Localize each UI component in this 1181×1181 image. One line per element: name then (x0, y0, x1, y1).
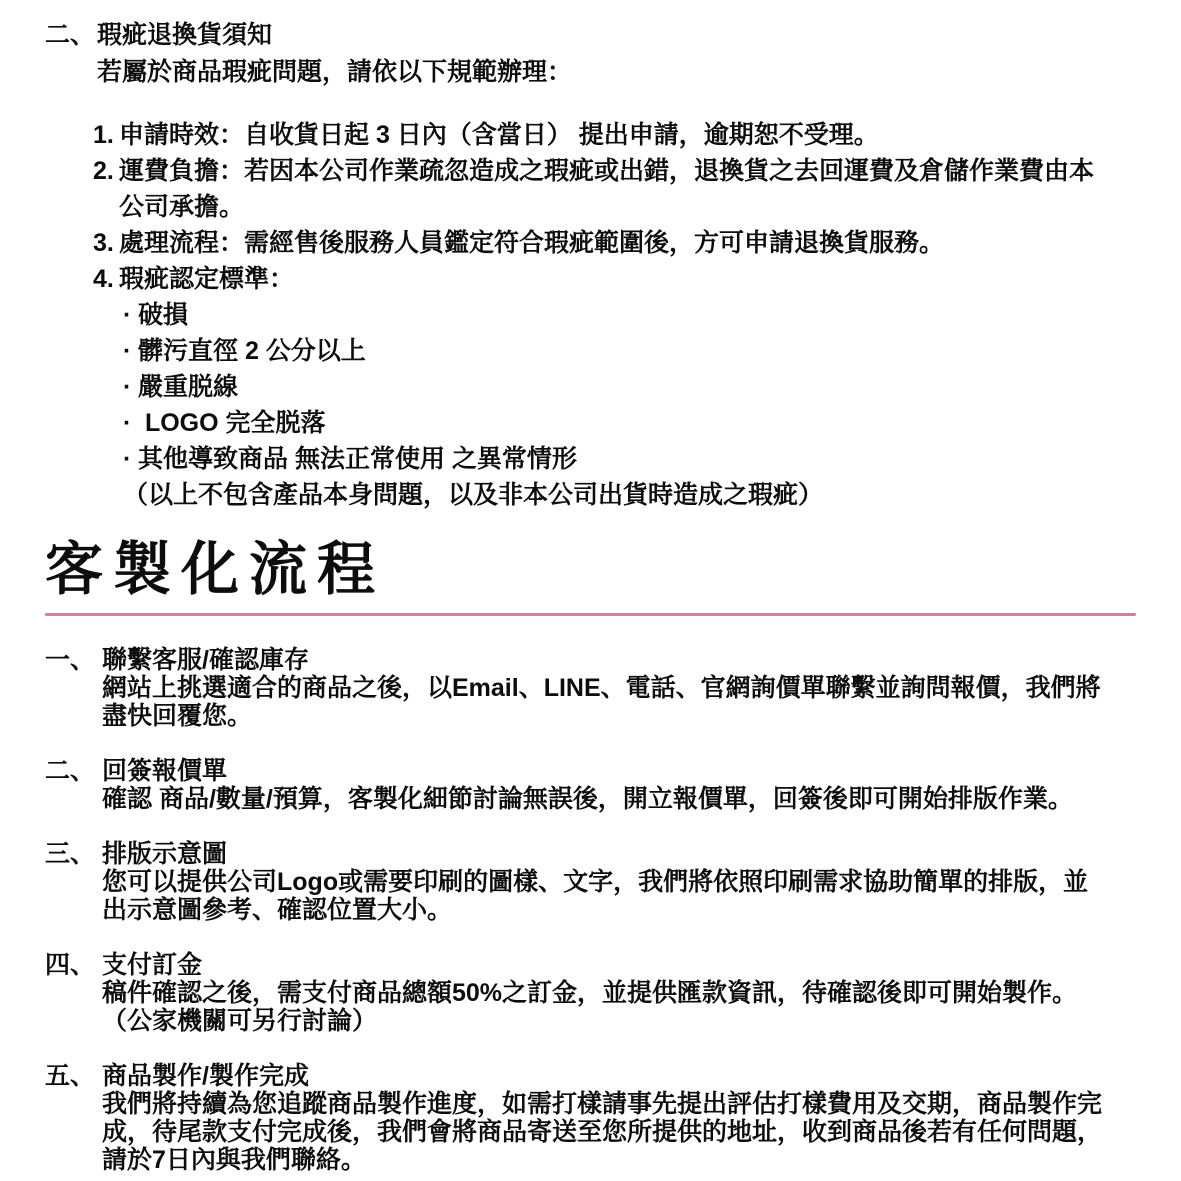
rule-number: 2. (93, 157, 114, 185)
defect-text: LOGO 完全脱落 (138, 409, 326, 437)
bullet-dot-icon: · (123, 337, 132, 365)
step-body-line: 請於7日內與我們聯絡。 (102, 1146, 366, 1174)
rule-number: 1. (93, 121, 114, 149)
step-3-layout (45, 840, 1136, 924)
step-1-contact (45, 646, 1136, 730)
defect-text: 其他導致商品 無法正常使用 之異常情形 (138, 445, 577, 473)
rule-item-1 (93, 117, 1136, 153)
step-number: 三、 (45, 840, 96, 868)
return-policy-section (45, 20, 1136, 513)
return-policy-section-number: 二、 (45, 21, 96, 49)
rule-item-4 (93, 261, 1136, 513)
rule-text: 運費負擔：若因本公司作業疏忽造成之瑕疵或出錯，退換貨之去回運費及倉儲作業費由本 (119, 157, 1095, 185)
return-policy-rules (93, 117, 1136, 513)
step-title: 排版示意圖 (102, 840, 228, 868)
rule-text: 處理流程：需經售後服務人員鑑定符合瑕疵範圍後，方可申請退換貨服務。 (119, 229, 945, 257)
return-policy-heading (45, 20, 1136, 50)
step-heading (45, 646, 1136, 674)
step-heading (45, 951, 1136, 979)
step-4-deposit (45, 951, 1136, 1035)
step-body-line: 出示意圖參考、確認位置大小。 (102, 896, 453, 924)
step-heading (45, 840, 1136, 868)
step-body-line: 盡快回覆您。 (102, 702, 253, 730)
defect-text: 嚴重脱線 (138, 373, 239, 401)
defect-criteria-list (119, 297, 1136, 477)
step-number: 二、 (45, 757, 96, 785)
step-title: 回簽報價單 (102, 757, 228, 785)
step-number: 五、 (45, 1062, 96, 1090)
return-policy-intro: 若屬於商品瑕疵問題，請依以下規範辦理： (97, 58, 573, 86)
step-heading (45, 757, 1136, 785)
rule-item-3 (93, 225, 1136, 261)
defect-item (119, 369, 1136, 405)
step-number: 四、 (45, 951, 96, 979)
step-title: 聯繫客服/確認庫存 (102, 646, 309, 674)
bullet-dot-icon: · (123, 373, 132, 401)
return-policy-title: 瑕疵退換貨須知 (97, 21, 273, 49)
customization-steps (45, 646, 1136, 1174)
step-body-line: 網站上挑選適合的商品之後，以Email、LINE、電話、官網詢價單聯繫並詢問報價，我們將 (102, 674, 1101, 702)
step-body-line: 我們將持續為您追蹤商品製作進度，如需打樣請事先提出評估打樣費用及交期，商品製作完 (102, 1090, 1103, 1118)
rule-number: 4. (93, 265, 114, 293)
defect-text: 髒污直徑 2 公分以上 (138, 337, 366, 365)
customization-section (45, 537, 1136, 1174)
defect-item (119, 405, 1136, 441)
step-body-line: 成，待尾款支付完成後，我們會將商品寄送至您所提供的地址，收到商品後若有任何問題， (102, 1118, 1103, 1146)
section-divider (45, 613, 1136, 616)
step-body-line: 確認 商品/數量/預算，客製化細節討論無誤後，開立報價單，回簽後即可開始排版作業。 (102, 785, 1073, 813)
step-title: 商品製作/製作完成 (102, 1062, 309, 1090)
bullet-dot-icon: · (123, 301, 132, 329)
rule-text: 瑕疵認定標準： (119, 265, 295, 293)
defect-item (119, 333, 1136, 369)
step-title: 支付訂金 (102, 951, 203, 979)
step-body-line: （公家機關可另行討論） (102, 1007, 378, 1035)
defect-text: 破損 (138, 301, 189, 329)
rule-number: 3. (93, 229, 114, 257)
customization-heading: 客製化流程 (45, 537, 386, 602)
bullet-dot-icon: · (123, 409, 132, 437)
defect-item (119, 297, 1136, 333)
step-heading (45, 1062, 1136, 1090)
rule-text: 申請時效：自收貨日起 3 日內（含當日） 提出申請，逾期恕不受理。 (119, 121, 879, 149)
step-body-line: 稿件確認之後，需支付商品總額50%之訂金，並提供匯款資訊，待確認後即可開始製作。 (102, 979, 1078, 1007)
return-policy-note: （以上不包含產品本身問題，以及非本公司出貨時造成之瑕疵） (123, 481, 824, 509)
step-body-line: 您可以提供公司Logo或需要印刷的圖樣、文字，我們將依照印刷需求協助簡單的排版，並 (102, 868, 1089, 896)
defect-item (119, 441, 1136, 477)
rule-item-2 (93, 153, 1136, 225)
step-2-quotation (45, 757, 1136, 813)
bullet-dot-icon: · (123, 445, 132, 473)
step-5-production (45, 1062, 1136, 1174)
step-number: 一、 (45, 646, 96, 674)
rule-text: 公司承擔。 (119, 193, 245, 221)
